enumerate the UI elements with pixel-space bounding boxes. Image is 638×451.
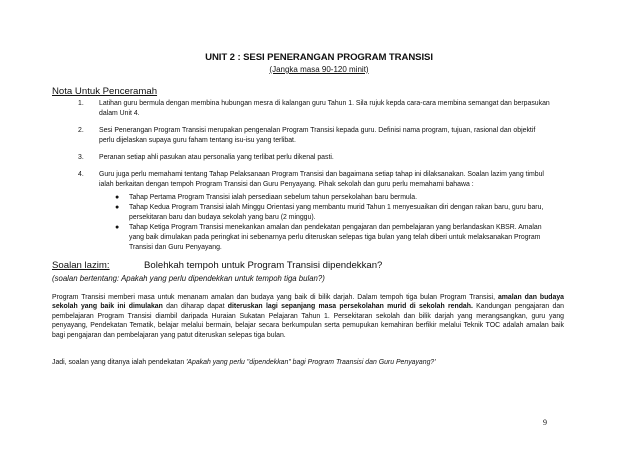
soalan-label: Soalan lazim:: [52, 260, 110, 271]
unit-title: UNIT 2 : SESI PENERANGAN PROGRAM TRANSISI: [205, 52, 433, 63]
duration-subtitle: (Jangka masa 90-120 minit): [269, 65, 369, 74]
paragraph-text: Program Transisi memberi masa untuk menanam amalan dan budaya yang baik di bilik darjah. Dalam tempoh tiga bulan Program Transisi,: [52, 294, 498, 301]
nota-item-number: 4.: [78, 171, 84, 178]
nota-item-text: Peranan setiap ahli pasukan atau personalia yang terlibat perlu dikenal pasti.: [99, 154, 334, 161]
nota-item: [52, 153, 552, 163]
nota-item-text: Guru juga perlu memahami tentang Tahap Pelaksanaan Program Transisi dan bagaimana setiap tahap ini dilaksanakan. Soalan lazim yang timbul ialah berkaitan dengan tempoh Program Transisi dan Guru Penyayang. Pihak sekolah dan guru perlu memahami bahawa :: [99, 171, 544, 188]
paragraph-emphasis: diteruskan lagi sepanjang masa persekolahan murid di sekolah rendah.: [227, 303, 473, 311]
soalan-lazim-row: [52, 260, 383, 271]
bullet-text: Tahap Ketiga Program Transisi menekankan amalan dan pendekatan pengajaran dan pembelajaran yang berlandaskan KBSR. Amalan yang baik dimulakan pada peringkat ini sebenarnya perlu diteruskan selepas tiga bulan yang telah diberi untuk melaksanakan Program Transisi dan Guru Penyayang.: [129, 224, 542, 251]
paragraph-text: Kandungan pengajaran dan pembelajaran Program Transisi diambil daripada Huraian Sukatan Pelajaran Tahun 1. Persekitaran sekolah dan bilik darjah yang merangsangkan, guru yang penyayang, Pendekatan Tematik, belajar melalui bermain, belajar secara berkumpulan serta pemupukan kemahiran berfikir melalui Teknik TOC adalah amalan baik bagi pengajaran dan pembelajaran yang patut diteruskan selepas tiga bulan.: [52, 303, 564, 339]
soalan-question: Bolehkah tempoh untuk Program Transisi dipendekkan?: [144, 260, 383, 271]
nota-item: [52, 126, 552, 146]
nota-item-number: 2.: [78, 127, 84, 134]
closing-prefix: Jadi, soalan yang ditanya ialah pendekatan: [52, 359, 187, 366]
bullet-icon: ●: [115, 204, 120, 211]
nota-item: [52, 170, 552, 253]
closing-line: [52, 358, 572, 367]
soalan-note: (soalan bertentang: Apakah yang perlu dipendekkan untuk tempoh tiga bulan?): [52, 274, 325, 283]
tahap-bullet-item: [99, 193, 552, 203]
bullet-icon: ●: [115, 224, 120, 231]
closing-question: 'Apakah yang perlu "dipendekkan" bagi Program Traansisi dan Guru Penyayang?': [186, 359, 436, 366]
nota-heading: Nota Untuk Penceramah: [52, 86, 158, 97]
bullet-text: Tahap Pertama Program Transisi ialah persediaan sebelum tahun persekolahan baru bermula.: [129, 194, 418, 201]
nota-item-text: Latihan guru bermula dengan membina hubungan mesra di kalangan guru Tahun 1. Sila rujuk kepda cara-cara membina semangat dan berpasukan dalam Unit 4.: [99, 100, 550, 117]
tahap-bullet-item: [99, 203, 552, 223]
nota-item-text: Sesi Penerangan Program Transisi merupakan pengenalan Program Transisi kepada guru. Definisi nama program, tujuan, rasional dan objektif perlu dijelaskan supaya guru faham tentang isu-isu yang terlibat.: [99, 127, 536, 144]
nota-item: [52, 99, 552, 119]
nota-item-number: 3.: [78, 154, 84, 161]
tahap-bullet-list: [99, 193, 552, 253]
paragraph-text: dan diharap dapat: [162, 303, 228, 311]
nota-list: [52, 99, 552, 253]
nota-item-number: 1.: [78, 100, 84, 107]
answer-paragraph: [52, 293, 564, 340]
tahap-bullet-item: [99, 223, 552, 253]
bullet-icon: ●: [115, 194, 120, 201]
paragraph-emphasis: amalan dan budaya sekolah yang baik ini dimulakan: [52, 294, 564, 311]
bullet-text: Tahap Kedua Program Transisi ialah Minggu Orientasi yang membantu murid Tahun 1 menyesuaikan diri dengan rakan baru, guru baru, persekitaran baru dan budaya sekolah yang baru (2 minggu).: [129, 204, 544, 221]
page-number: 9: [543, 418, 547, 427]
